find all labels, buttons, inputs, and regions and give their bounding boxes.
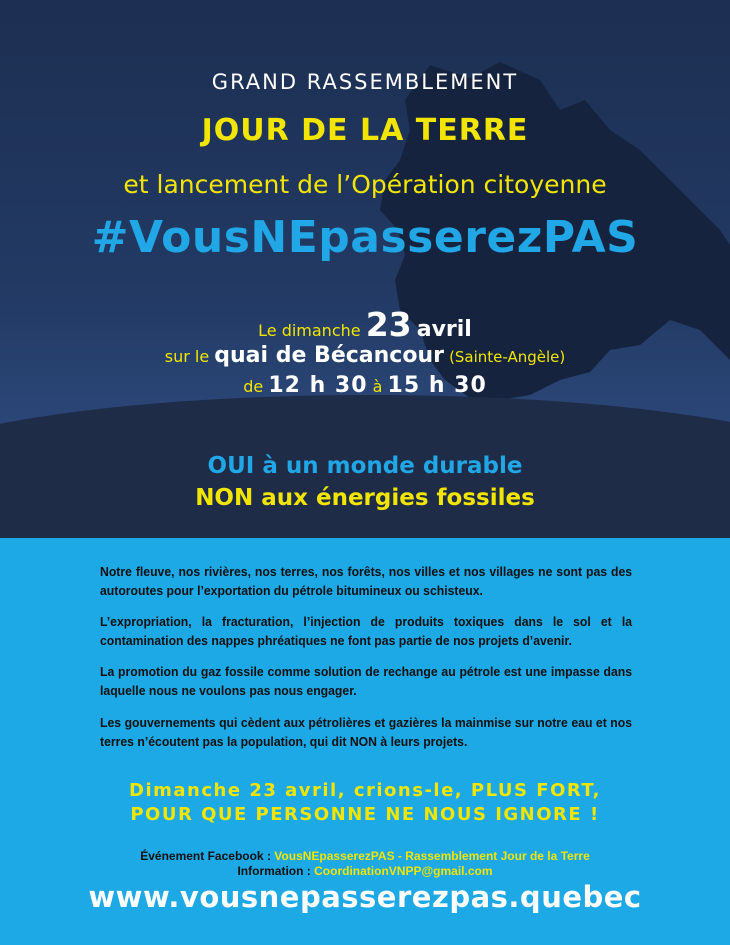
time-prefix: de — [243, 377, 264, 396]
paragraph-expropriation: L’expropriation, la fracturation, l’injection de produits toxiques dans le sol et la contamination des nappes phréatiques ne font pas partie de nos projets d’avenir. — [100, 614, 633, 648]
facebook-label: Événement Facebook : — [140, 849, 271, 863]
paragraph-gas: La promotion du gaz fossile comme solution de rechange au pétrole est une impasse dans laquelle nous ne voulons pas nous engager. — [100, 664, 633, 698]
paragraph-governments: Les gouvernements qui cèdent aux pétrolières et gazières la mainmise sur notre eau et nos terres n’écoutent pas la population, qui dit NON à leurs projets. — [100, 715, 633, 749]
contact-info — [0, 864, 730, 878]
time-joiner: à — [372, 377, 383, 396]
event-time — [0, 373, 730, 398]
facebook-info — [0, 849, 730, 863]
event-title: JOUR DE LA TERRE — [201, 113, 529, 148]
event-date — [0, 305, 730, 344]
date-day: 23 — [365, 305, 412, 344]
event-place — [0, 343, 730, 368]
time-start: 12 h 30 — [268, 373, 368, 398]
kicker-text: GRAND RASSEMBLEMENT — [211, 70, 519, 94]
facebook-event-link[interactable]: VousNEpasserezPAS - Rassemblement Jour de la Terre — [274, 849, 590, 863]
info-label: Information : — [237, 864, 311, 878]
motto-yes: OUI à un monde durable — [207, 453, 523, 479]
place-detail: (Sainte-Angèle) — [449, 348, 566, 366]
date-prefix: Le dimanche — [258, 321, 361, 340]
place-prefix: sur le — [164, 347, 210, 366]
place-name: quai de Bécancour — [214, 343, 444, 368]
contact-email-link[interactable]: CoordinationVNPP@gmail.com — [314, 864, 493, 878]
time-end: 15 h 30 — [387, 373, 487, 398]
date-month: avril — [416, 317, 472, 342]
event-subtitle: et lancement de l’Opération citoyenne — [123, 170, 607, 199]
slogan-line-1: Dimanche 23 avril, crions-le, PLUS FORT, — [129, 780, 601, 801]
slogan-line-2: POUR QUE PERSONNE NE NOUS IGNORE ! — [130, 804, 600, 825]
paragraph-rivers: Notre fleuve, nos rivières, nos terres, nos forêts, nos villes et nos villages ne sont pas des autoroutes pour l’exportation du pétrole bitumineux ou schisteux. — [100, 564, 633, 598]
hashtag-title: #VousNEpasserezPAS — [91, 212, 639, 263]
website-link[interactable]: www.vousnepasserezpas.quebec — [88, 880, 642, 914]
motto-no: NON aux énergies fossiles — [195, 485, 535, 511]
